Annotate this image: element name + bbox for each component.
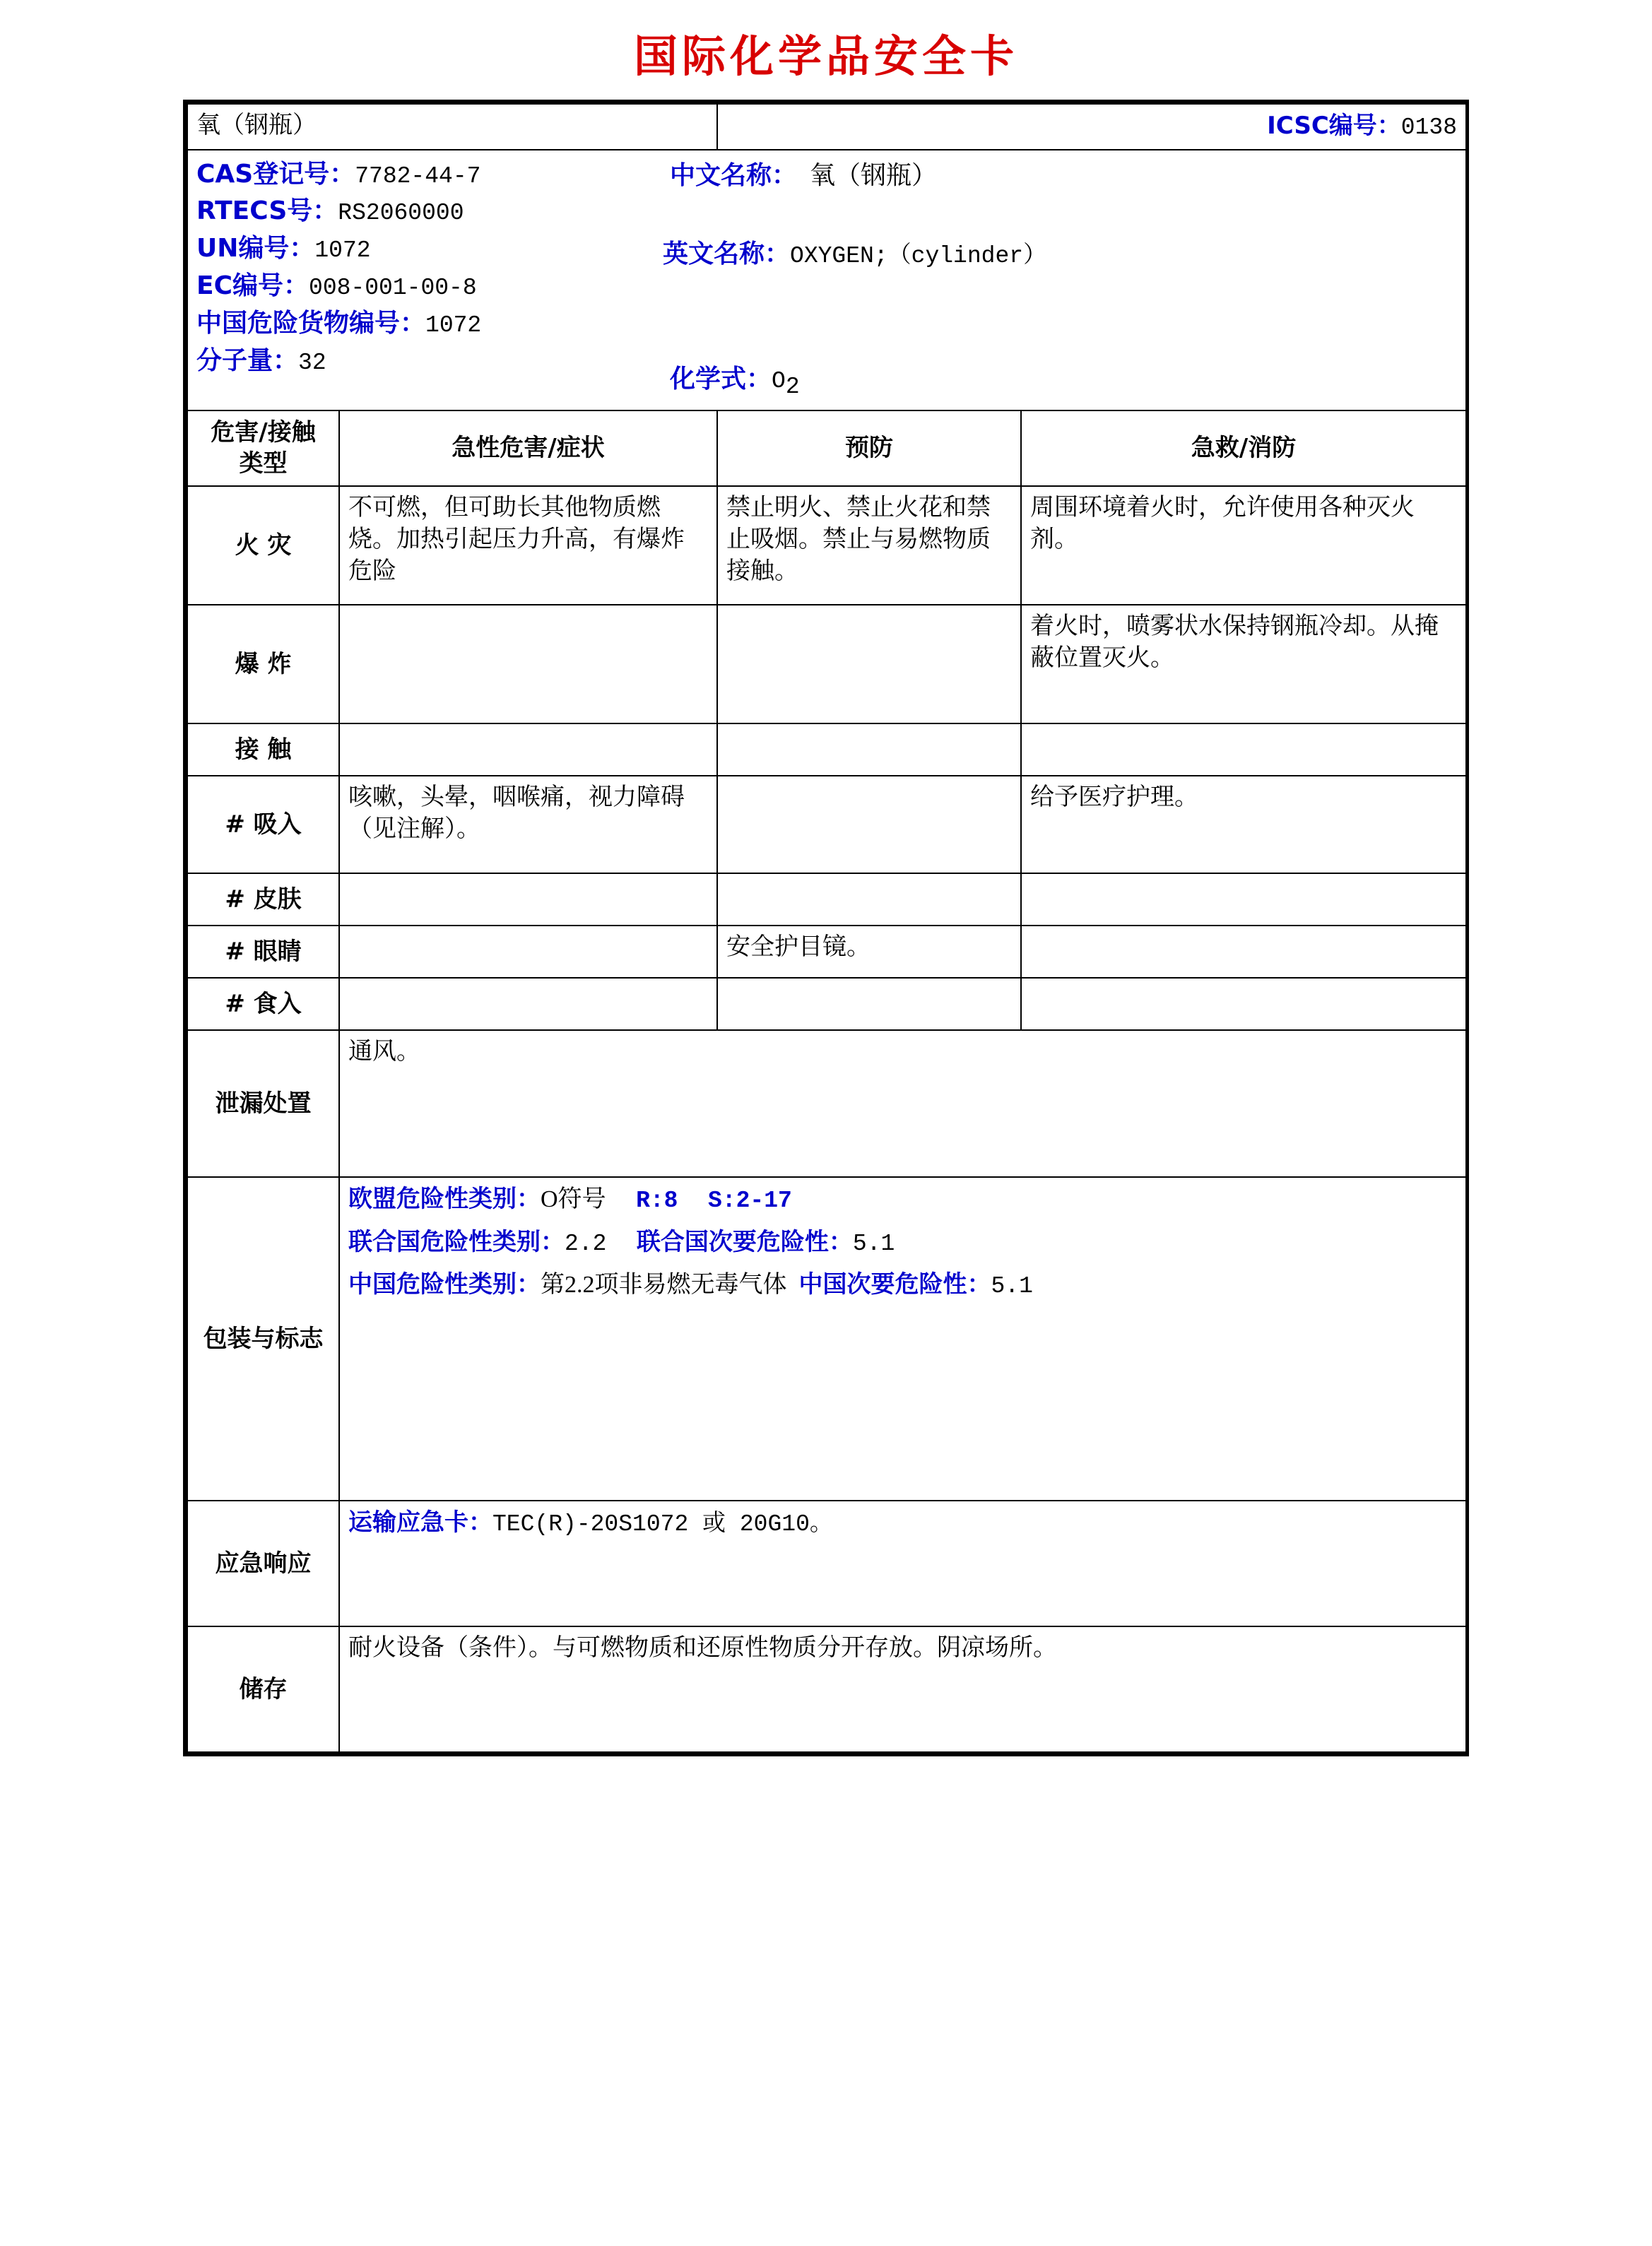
cell-exposure-firstaid xyxy=(1021,723,1466,776)
eu-s-phrase: S:2-17 xyxy=(707,1188,792,1214)
identification-left-column xyxy=(196,156,649,404)
row-label-fire: 火 灾 xyxy=(187,486,339,605)
cell-ingestion-firstaid xyxy=(1021,978,1466,1030)
cell-explosion-acute xyxy=(339,605,717,723)
cell-eyes-acute xyxy=(339,926,717,978)
cell-ingestion-prevention xyxy=(717,978,1021,1030)
identification-cell xyxy=(187,150,1466,410)
cn-name-label: 中文名称： xyxy=(670,160,798,190)
mw-value: 32 xyxy=(298,349,326,376)
table-row xyxy=(187,486,1466,605)
cas-line xyxy=(196,156,649,194)
emergency-card-label: 运输应急卡： xyxy=(348,1508,492,1537)
row-label-explosion: 爆 炸 xyxy=(187,605,339,723)
cell-packaging xyxy=(339,1177,1466,1501)
column-header-firstaid: 急救/消防 xyxy=(1021,410,1466,487)
cas-label: CAS登记号： xyxy=(196,159,355,189)
cn-class-value: 第2.2项非易燃无毒气体 xyxy=(541,1272,787,1299)
row-label-inhalation: # 吸入 xyxy=(187,776,339,873)
molecular-weight-line xyxy=(196,343,649,380)
emergency-row xyxy=(187,1501,1466,1626)
cn-class-label: 中国危险性类别： xyxy=(348,1270,541,1299)
rtecs-label: RTECS号： xyxy=(196,196,338,226)
row-label-packaging: 包装与标志 xyxy=(187,1177,339,1501)
cell-storage: 耐火设备（条件）。与可燃物质和还原性物质分开存放。阴凉场所。 xyxy=(339,1626,1466,1752)
cell-skin-firstaid xyxy=(1021,873,1466,926)
cn-dangerous-value: 1072 xyxy=(425,312,482,338)
table-row xyxy=(187,978,1466,1030)
cell-exposure-acute xyxy=(339,723,717,776)
cn-subsidiary-label: 中国次要危险性： xyxy=(798,1270,991,1299)
cn-name-line xyxy=(656,156,1457,194)
un-line xyxy=(196,230,649,268)
rtecs-line xyxy=(196,193,649,230)
cell-spill-text: 通风。 xyxy=(339,1030,1466,1177)
en-name-label: 英文名称： xyxy=(663,239,791,268)
en-name-line xyxy=(656,236,1457,273)
row-label-storage: 储存 xyxy=(187,1626,339,1752)
ec-label: EC编号： xyxy=(196,271,309,301)
cell-inhalation-firstaid: 给予医疗护理。 xyxy=(1021,776,1466,873)
ec-value: 008-001-00-8 xyxy=(309,275,477,302)
cn-dangerous-label: 中国危险货物编号： xyxy=(196,308,426,338)
packaging-line-un xyxy=(348,1227,1457,1260)
row-label-ingestion: # 食入 xyxy=(187,978,339,1030)
cell-emergency xyxy=(339,1501,1466,1626)
formula-subscript: 2 xyxy=(785,373,800,400)
formula-line xyxy=(656,361,1457,404)
en-name-value: OXYGEN;（cylinder） xyxy=(790,242,1047,269)
eu-r-phrase: R:8 xyxy=(636,1188,678,1214)
formula-label: 化学式： xyxy=(670,364,772,394)
table-row xyxy=(187,776,1466,873)
icsc-table xyxy=(187,103,1467,1753)
hazard-column-header-row xyxy=(187,410,1466,487)
cell-eyes-prevention: 安全护目镜。 xyxy=(717,926,1021,978)
packaging-row xyxy=(187,1177,1466,1501)
card-header-row xyxy=(187,104,1466,150)
cell-explosion-prevention xyxy=(717,605,1021,723)
un-class-value: 2.2 xyxy=(565,1230,607,1257)
cell-explosion-firstaid: 着火时，喷雾状水保持钢瓶冷却。从掩蔽位置灭火。 xyxy=(1021,605,1466,723)
cn-subsidiary-value: 5.1 xyxy=(991,1273,1033,1300)
table-row xyxy=(187,723,1466,776)
row-label-exposure: 接 触 xyxy=(187,723,339,776)
cell-fire-firstaid: 周围环境着火时，允许使用各种灭火剂。 xyxy=(1021,486,1466,605)
row-label-emergency: 应急响应 xyxy=(187,1501,339,1626)
column-header-type-line1: 危害/接触 xyxy=(211,418,316,447)
rtecs-value: RS2060000 xyxy=(338,200,464,227)
packaging-line-eu xyxy=(348,1183,1457,1217)
cell-inhalation-prevention xyxy=(717,776,1021,873)
formula-main: O xyxy=(772,367,786,394)
icsc-card xyxy=(183,100,1469,1756)
column-header-prevention: 预防 xyxy=(717,410,1021,487)
cell-exposure-prevention xyxy=(717,723,1021,776)
icsc-number: 0138 xyxy=(1400,114,1457,141)
packaging-line-cn xyxy=(348,1269,1457,1302)
un-subsidiary-label: 联合国次要危险性： xyxy=(636,1227,853,1256)
spill-row xyxy=(187,1030,1466,1177)
substance-name: 氧（钢瓶） xyxy=(196,112,317,138)
un-subsidiary-value: 5.1 xyxy=(852,1230,895,1257)
row-label-spill: 泄漏处置 xyxy=(187,1030,339,1177)
icsc-label: ICSC编号： xyxy=(1267,112,1401,140)
cell-skin-prevention xyxy=(717,873,1021,926)
un-value: 1072 xyxy=(314,237,371,264)
cell-fire-acute: 不可燃，但可助长其他物质燃烧。加热引起压力升高，有爆炸危险 xyxy=(339,486,717,605)
icsc-number-cell xyxy=(717,104,1466,150)
emergency-card-value: TEC(R)-20S1072 或 20G10。 xyxy=(492,1511,833,1538)
table-row xyxy=(187,926,1466,978)
identification-spacer xyxy=(656,194,1457,236)
column-header-type-line2: 类型 xyxy=(239,449,288,478)
mw-label: 分子量： xyxy=(196,345,299,375)
un-class-label: 联合国危险性类别： xyxy=(348,1227,565,1256)
storage-row xyxy=(187,1626,1466,1752)
table-row xyxy=(187,873,1466,926)
row-label-skin: # 皮肤 xyxy=(187,873,339,926)
eu-class-value: O符号 xyxy=(541,1186,606,1213)
un-label: UN编号： xyxy=(196,234,315,264)
eu-class-label: 欧盟危险性类别： xyxy=(348,1185,541,1214)
cell-ingestion-acute xyxy=(339,978,717,1030)
row-label-eyes: # 眼睛 xyxy=(187,926,339,978)
ec-line xyxy=(196,268,649,305)
cell-skin-acute xyxy=(339,873,717,926)
identification-right-column xyxy=(649,156,1457,404)
page-title: 国际化学品安全卡 xyxy=(633,30,1018,82)
cell-fire-prevention: 禁止明火、禁止火花和禁止吸烟。禁止与易燃物质接触。 xyxy=(717,486,1021,605)
cell-eyes-firstaid xyxy=(1021,926,1466,978)
identification-row xyxy=(187,150,1466,410)
column-header-type xyxy=(187,410,339,487)
cell-inhalation-acute: 咳嗽，头晕，咽喉痛，视力障碍（见注解）。 xyxy=(339,776,717,873)
identification-spacer-2 xyxy=(656,273,1457,361)
cn-dangerous-line xyxy=(196,305,649,343)
cn-name-value: 氧（钢瓶） xyxy=(810,160,938,189)
cas-value: 7782-44-7 xyxy=(355,162,481,189)
table-row xyxy=(187,605,1466,723)
substance-name-cell xyxy=(187,104,717,150)
column-header-acute: 急性危害/症状 xyxy=(339,410,717,487)
